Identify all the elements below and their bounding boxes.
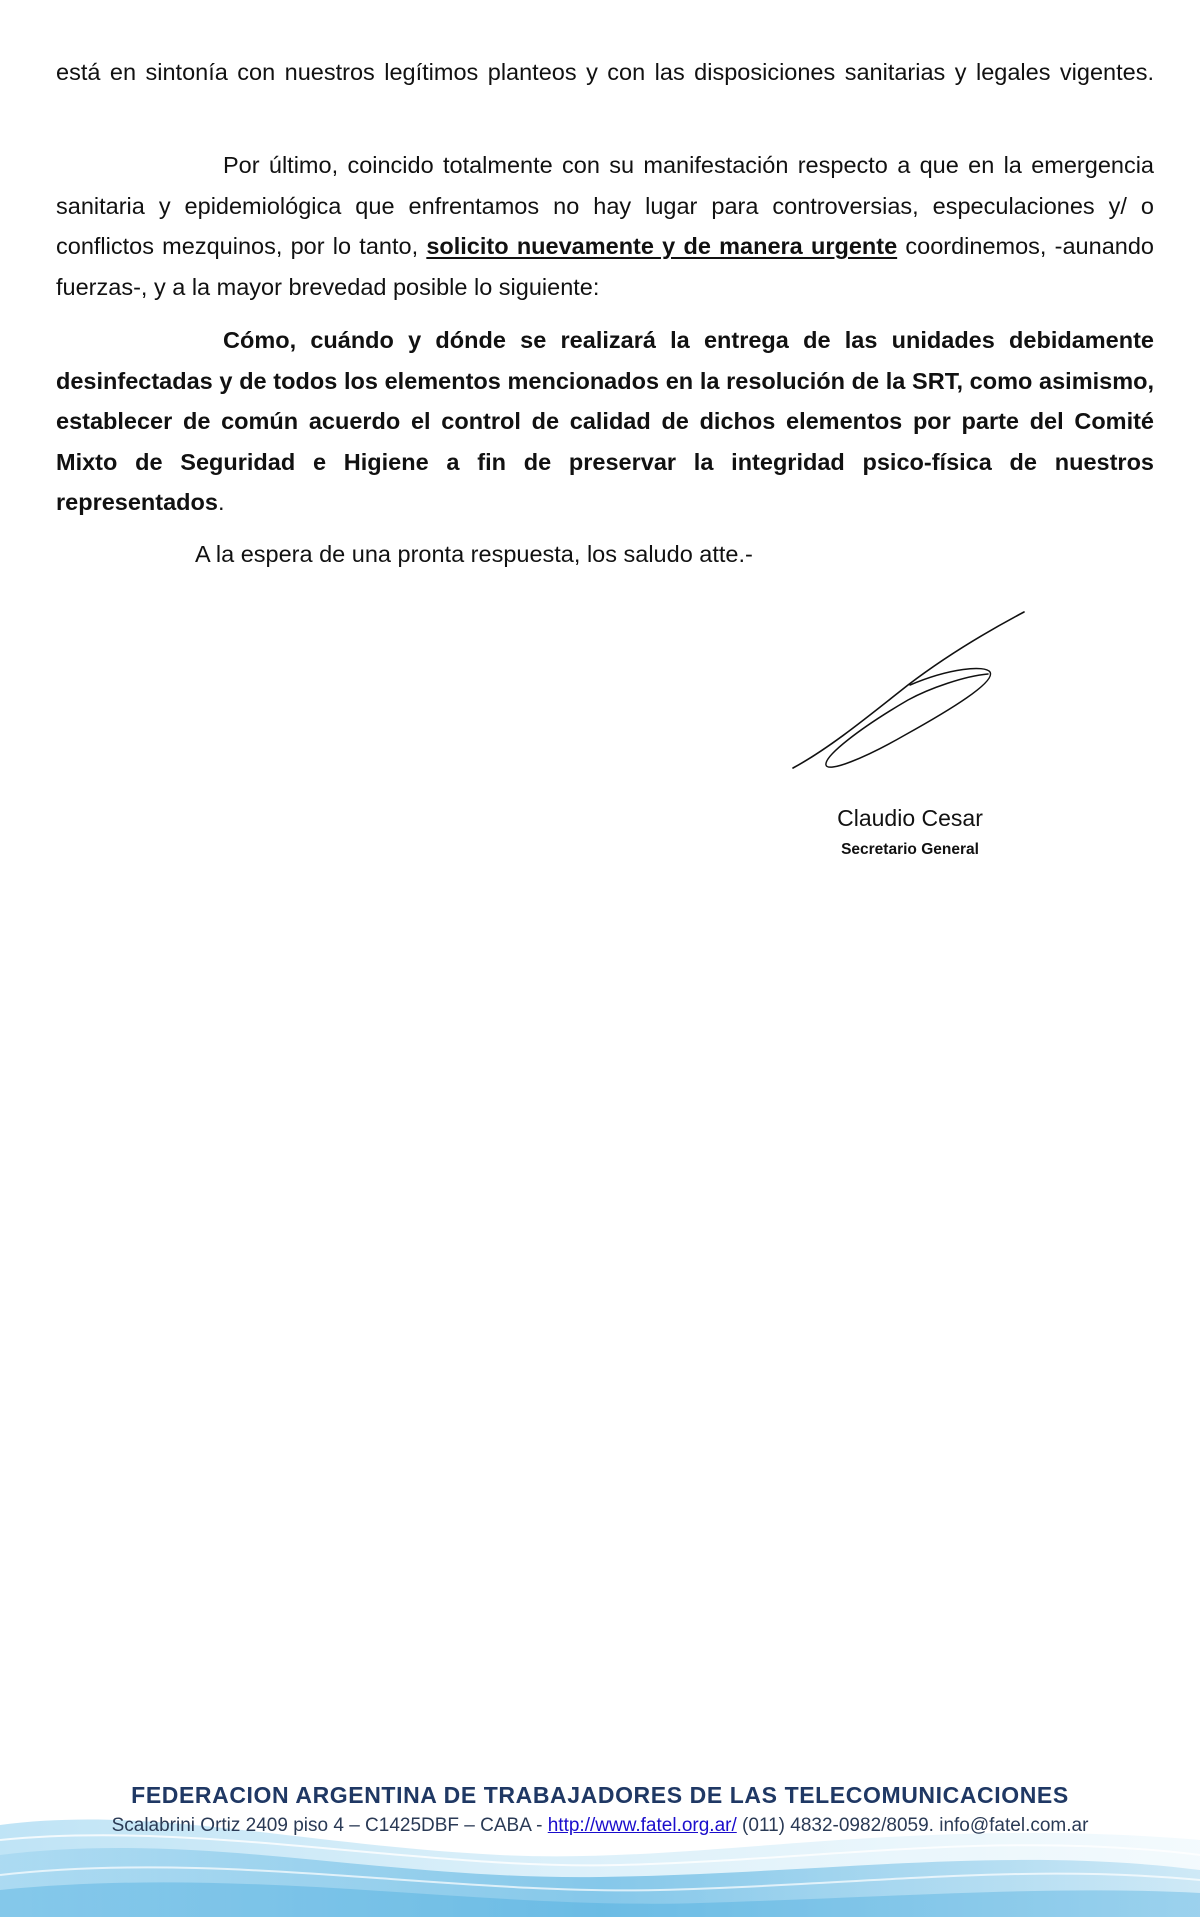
closing-salutation: A la espera de una pronta respuesta, los saludo atte.- [195, 541, 753, 567]
footer-contact: (011) 4832-0982/8059. info@fatel.com.ar [736, 1815, 1089, 1836]
footer-address: Scalabrini Ortiz 2409 piso 4 – C1425DBF – CABA - [111, 1815, 548, 1836]
paragraph-request-text-end: coordinemos, -aunando fuerzas-, y a la mayor brevedad posible lo siguiente: [56, 233, 1154, 300]
paragraph-request [56, 145, 1154, 307]
signer-name: Claudio Cesar [837, 805, 983, 831]
footer-organization-name: FEDERACION ARGENTINA DE TRABAJADORES DE LAS TELECOMUNICACIONES [131, 1782, 1069, 1808]
paragraph-continuation: está en sintonía con nuestros legítimos planteos y con las disposiciones sanitarias y legales vigentes. [56, 59, 1154, 85]
urgent-request-emphasis: solicito nuevamente y de manera urgente [426, 233, 898, 259]
handwritten-signature [790, 610, 1030, 780]
paragraph-demands-bold-text: Cómo, cuándo y dónde se realizará la entrega de las unidades debidamente desinfectadas y de todos los elementos mencionados en la resolución de la SRT, como asimismo, establecer de común acuerdo el control de calidad de dichos elementos por parte del Comité Mixto de Seguridad e Higiene a fin de preservar la integridad psico-física de nuestros representados [56, 327, 1154, 515]
paragraph-request-text-start: Por último, coincido totalmente con su manifestación respecto a que en la emergencia sanitaria y epidemiológica que enfrentamos no hay lugar para controversias, especulaciones y/ o conflictos mezquinos, por lo tanto, [56, 152, 1154, 259]
paragraph-demands-period: . [217, 489, 225, 515]
footer-website-link[interactable]: http://www.fatel.org.ar/ [547, 1815, 737, 1836]
paragraph-demands [56, 320, 1154, 523]
signer-role: Secretario General [841, 841, 979, 858]
footer-address-line [0, 1815, 1200, 1837]
